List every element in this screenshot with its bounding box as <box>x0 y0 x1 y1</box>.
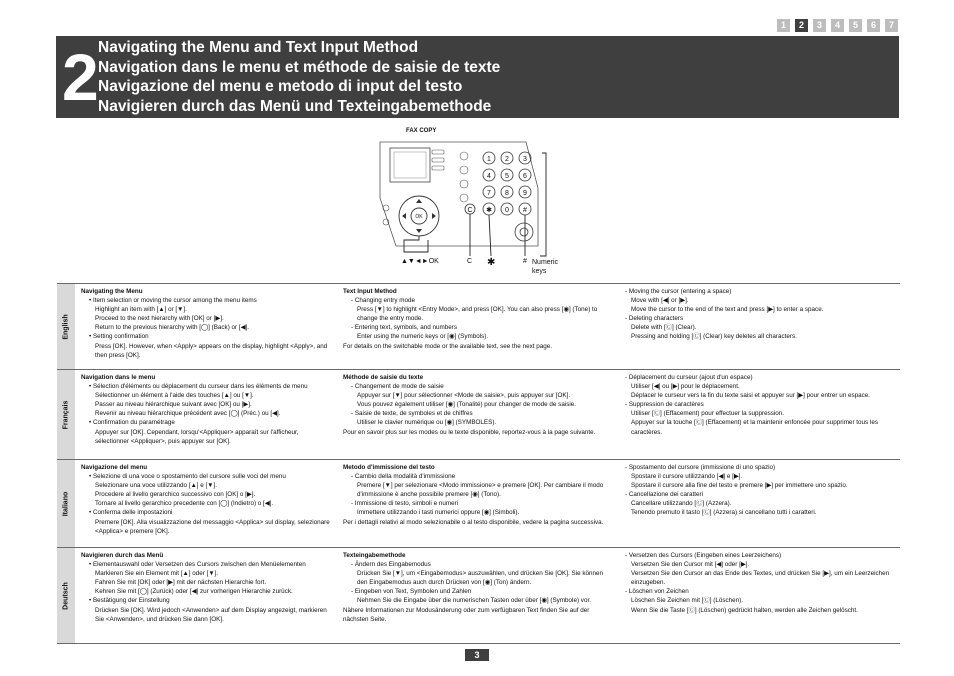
instruction-line: - Changement de mode de saisie <box>351 383 444 391</box>
instruction-line: Tornare al livello gerarchico precedente con [◯] (Indietro) o [◀]. <box>95 500 274 508</box>
instruction-line: • Item selection or moving the cursor among the menu items <box>89 297 257 305</box>
numeric-keys-label: Numeric keys <box>532 259 559 275</box>
instruction-column-col2 <box>337 548 611 644</box>
svg-text:✱: ✱ <box>486 207 492 214</box>
instruction-line: Return to the previous hierarchy with [◯] (Back) or [◀]. <box>95 324 249 332</box>
instruction-line: Cancellare utilizzando [Ⓒ] (Azzera). <box>631 500 732 508</box>
instruction-line: Procedere al livello gerarchico successivo con [OK] o [▶]. <box>95 491 256 499</box>
instruction-line: Passer au niveau hiérarchique suivant avec [OK] ou [▶]. <box>95 401 252 409</box>
instruction-line: Pour en savoir plus sur les modes ou le texte disponible, reportez-vous à la page suivante. <box>343 428 596 436</box>
column-heading: Navigating the Menu <box>81 288 143 295</box>
language-label-cell <box>57 460 75 548</box>
instruction-line: Drücken Sie [▼], um <Eingabemodus> auszuwählen, und drücken Sie [OK]. Sie können den Eingabemodus auch durch Drücken von [◉] (Ton) ändern. <box>357 570 604 587</box>
instruction-line: Selezionare una voce utilizzando [▲] e [▼]. <box>95 482 218 490</box>
instructions-table <box>57 283 900 644</box>
instruction-line: Versetzen Sie den Cursor an das Ende des Textes, und drücken Sie [▶], um ein Leerzeichen einzugeben. <box>631 570 890 587</box>
instruction-line: - Spostamento del cursore (immissione di uno spazio) <box>625 464 776 471</box>
svg-text:8: 8 <box>505 190 509 197</box>
section-row-deutsch <box>57 548 900 644</box>
column-heading: Méthode de saisie du texte <box>343 374 424 381</box>
instruction-line: Appuyer sur [▼] pour sélectionner <Mode de saisie>, puis appuyer sur [OK]. <box>357 392 571 400</box>
svg-text:C: C <box>467 207 473 214</box>
instruction-line: • Elementauswahl oder Versetzen des Cursors zwischen den Menüelementen <box>89 561 306 569</box>
instruction-line: Nehmen Sie die Eingabe über die numerischen Tasten oder über [◉] (Symbole) vor. <box>357 597 591 605</box>
svg-text:4: 4 <box>487 173 491 180</box>
instruction-line: Highlight an item with [▲] or [▼]. <box>95 306 187 314</box>
instruction-line: - Moving the cursor (entering a space) <box>625 288 732 295</box>
instruction-line: - Löschen von Zeichen <box>625 588 689 596</box>
svg-text:0: 0 <box>505 207 509 214</box>
language-label: English <box>62 313 70 340</box>
section-number: 2 <box>62 40 99 114</box>
column-heading: Text Input Method <box>343 288 397 295</box>
instruction-line: Enter using the numeric keys or [◉] (Symbols). <box>357 333 489 341</box>
instruction-line: Utiliser [◀] ou [▶] pour le déplacement. <box>631 383 740 391</box>
instruction-line: Markieren Sie ein Element mit [▲] oder [▼]. <box>95 570 219 578</box>
section-banner <box>56 36 899 118</box>
instruction-line: Versetzen Sie den Cursor mit [◀] oder [▶]. <box>631 561 750 569</box>
column-heading: Navigation dans le menu <box>81 374 156 381</box>
instruction-column-col3 <box>611 548 900 644</box>
instruction-column-col2 <box>337 284 611 370</box>
page-tab-2[interactable]: 2 <box>795 19 808 32</box>
fax-copy-label: FAX COPY <box>406 128 437 134</box>
page-tab-3[interactable]: 3 <box>813 19 826 32</box>
instruction-line: Löschen Sie Zeichen mit [Ⓒ] (Löschen). <box>631 597 743 605</box>
section-row-italiano <box>57 460 900 548</box>
instruction-line: Per i dettagli relativi al modo selezionabile o al testo disponibile, vedere la pagina successiva. <box>343 518 604 526</box>
instruction-line: Kehren Sie mit [◯] (Zurück) oder [◀] zur vorherigen Hierarchie zurück. <box>95 588 293 596</box>
svg-text:#: # <box>523 207 527 214</box>
language-label: Italiano <box>62 491 70 516</box>
instruction-line: Vous pouvez également utiliser [◉] (Tonalité) pour changer de mode de saisie. <box>357 401 577 409</box>
instruction-line: - Cancellazione dei caratteri <box>625 491 704 499</box>
title-english: Navigating the Menu and Text Input Method <box>98 39 419 56</box>
instruction-line: • Selezione di una voce o spostamento del cursore sulle voci del menu <box>89 473 286 481</box>
page-navigator <box>777 19 898 32</box>
instruction-line: - Deleting characters <box>625 315 684 323</box>
page-tab-6[interactable]: 6 <box>867 19 880 32</box>
instruction-column-col1 <box>75 370 337 460</box>
svg-text:3: 3 <box>523 156 527 163</box>
control-panel-diagram <box>366 128 566 278</box>
instruction-line: Move with [◀] or [▶]. <box>631 297 689 305</box>
instruction-column-col2 <box>337 370 611 460</box>
title-french: Navigation dans le menu et méthode de saisie de texte <box>98 58 501 76</box>
instruction-line: Utiliser [Ⓒ] (Effacement) pour effectuer la suppression. <box>631 410 785 418</box>
svg-text:OK: OK <box>415 214 423 220</box>
instruction-column-col3 <box>611 460 900 548</box>
title-italian: Navigazione del menu e metodo di input del testo <box>98 78 463 95</box>
section-titles <box>98 38 500 116</box>
instruction-line: Move the cursor to the end of the text and press [▶] to enter a space. <box>631 306 824 314</box>
star-label: ✱ <box>487 257 496 268</box>
instruction-column-col1 <box>75 284 337 370</box>
language-label-cell <box>57 370 75 460</box>
instruction-line: • Setting confirmation <box>89 333 149 341</box>
section-row-english <box>57 284 900 370</box>
svg-text:2: 2 <box>505 156 509 163</box>
instruction-line: Proceed to the next hierarchy with [OK] or [▶]. <box>95 315 224 323</box>
instruction-line: Pressing and holding [Ⓒ] (Clear) key deletes all characters. <box>631 333 797 341</box>
instruction-line: Wenn Sie die Taste [Ⓒ] (Löschen) gedrückt halten, werden alle Zeichen gelöscht. <box>631 606 858 614</box>
instruction-line: Appuyer sur la touche [Ⓒ] (Effacement) et la maintenir enfoncée pour supprimer tous les caractères. <box>631 419 878 436</box>
instruction-column-col2 <box>337 460 611 548</box>
language-label-cell <box>57 284 75 370</box>
instruction-column-col3 <box>611 284 900 370</box>
instruction-line: Fahren Sie mit [OK] oder [▶] mit der nächsten Hierarchie fort. <box>95 579 267 587</box>
svg-text:6: 6 <box>523 173 527 180</box>
clear-label: C <box>467 258 473 265</box>
instruction-line: Tenendo premuto il tasto [Ⓒ] (Azzera) si cancellano tutti i caratteri. <box>631 509 817 517</box>
instruction-line: - Déplacement du curseur (ajout d'un espace) <box>625 374 753 381</box>
instruction-line: Sélectionner un élément à l'aide des touches [▲] ou [▼]. <box>95 392 254 400</box>
instruction-line: - Changing entry mode <box>351 297 416 305</box>
instruction-line: For details on the switchable mode or the available text, see the next page. <box>343 342 552 350</box>
language-label: Deutsch <box>62 581 70 610</box>
instruction-line: Spostare il cursore alla fine del testo e premere [▶] per immettere uno spazio. <box>631 482 848 490</box>
instruction-line: Utiliser le clavier numérique ou [◉] (SYMBOLES). <box>357 419 497 427</box>
instruction-line: - Cambio della modalità d'immissione <box>351 473 456 481</box>
instruction-line: - Versetzen des Cursors (Eingeben eines Leerzeichens) <box>625 552 782 559</box>
instruction-line: - Ändern des Eingabemodus <box>351 561 431 569</box>
instruction-column-col3 <box>611 370 900 460</box>
column-heading: Metodo d'immissione del testo <box>343 464 435 471</box>
title-german: Navigieren durch das Menü und Texteingabemethode <box>98 97 492 115</box>
svg-text:7: 7 <box>487 190 491 197</box>
instruction-line: Press [OK]. However, when <Apply> appears on the display, highlight <Apply>, and then press [OK]. <box>95 342 328 359</box>
instruction-line: Premere [OK]. Alla visualizzazione del messaggio <Applica> sul display, selezionare <Applica> e premere [OK]. <box>95 518 330 535</box>
page-number: 3 <box>465 649 489 661</box>
instruction-line: • Sélection d'éléments ou déplacement du curseur dans les éléments de menu <box>89 383 308 391</box>
instruction-line: • Bestätigung der Einstellung <box>89 597 170 605</box>
language-label-cell <box>57 548 75 644</box>
instruction-line: - Immissione di testo, simboli e numeri <box>351 500 459 508</box>
instruction-line: Revenir au niveau hiérarchique précédent avec [◯] (Préc.) ou [◀]. <box>95 410 281 418</box>
svg-text:9: 9 <box>523 190 527 197</box>
instruction-line: - Eingeben von Text, Symbolen und Zahlen <box>351 588 472 596</box>
section-row-français <box>57 370 900 460</box>
page-tab-4[interactable]: 4 <box>831 19 844 32</box>
instruction-line: Immettere utilizzando i tasti numerici oppure [◉] (Simboli). <box>357 509 520 517</box>
page-tab-1[interactable]: 1 <box>777 19 790 32</box>
instruction-line: Premere [▼] per selezionare <Modo immissione> e premere [OK]. Per cambiare il modo d'immissione è anche possibile premere [◉] (Tono). <box>357 482 604 499</box>
arrows-ok-label: ▲▼◄►OK <box>401 258 439 265</box>
instruction-line: • Confirmation du paramétrage <box>89 419 175 427</box>
instruction-line: Appuyer sur [OK]. Cependant, lorsqu'<Appliquer> apparaît sur l'afficheur, sélectionner <Appliquer>, puis appuyer sur [OK]. <box>95 428 299 445</box>
instruction-line: Nähere Informationen zur Modusänderung oder zum verfügbaren Text finden Sie auf der nächsten Seite. <box>343 606 590 623</box>
column-heading: Texteingabemethode <box>343 552 406 559</box>
svg-text:5: 5 <box>505 173 509 180</box>
svg-text:1: 1 <box>487 156 491 163</box>
page-tab-7[interactable]: 7 <box>885 19 898 32</box>
instruction-line: - Suppression de caractères <box>625 401 704 409</box>
instruction-line: • Conferma delle impostazioni <box>89 509 173 517</box>
page-tab-5[interactable]: 5 <box>849 19 862 32</box>
instruction-line: Spostare il cursore utilizzando [◀] e [▶]. <box>631 473 743 481</box>
instruction-line: Déplacer le curseur vers la fin du texte saisi et appuyer sur [▶] pour entrer un espace. <box>631 392 870 400</box>
instruction-line: Press [▼] to highlight <Entry Mode>, and press [OK]. You can also press [◉] (Tone) to change the entry mode. <box>357 306 598 323</box>
instruction-column-col1 <box>75 548 337 644</box>
control-panel-illustration <box>366 128 566 278</box>
column-heading: Navigazione del menu <box>81 464 148 471</box>
instruction-line: - Saisie de texte, de symboles et de chiffres <box>351 410 473 418</box>
instruction-line: - Entering text, symbols, and numbers <box>351 324 458 332</box>
instruction-column-col1 <box>75 460 337 548</box>
language-label: Français <box>62 400 70 429</box>
column-heading: Navigieren durch das Menü <box>81 552 164 559</box>
hash-label: # <box>523 258 527 265</box>
instruction-line: Drücken Sie [OK]. Wird jedoch <Anwenden> auf dem Display angezeigt, markieren Sie <Anwenden>, und drücken Sie dann [OK]. <box>95 606 327 623</box>
instruction-line: Delete with [Ⓒ] (Clear). <box>631 324 697 332</box>
